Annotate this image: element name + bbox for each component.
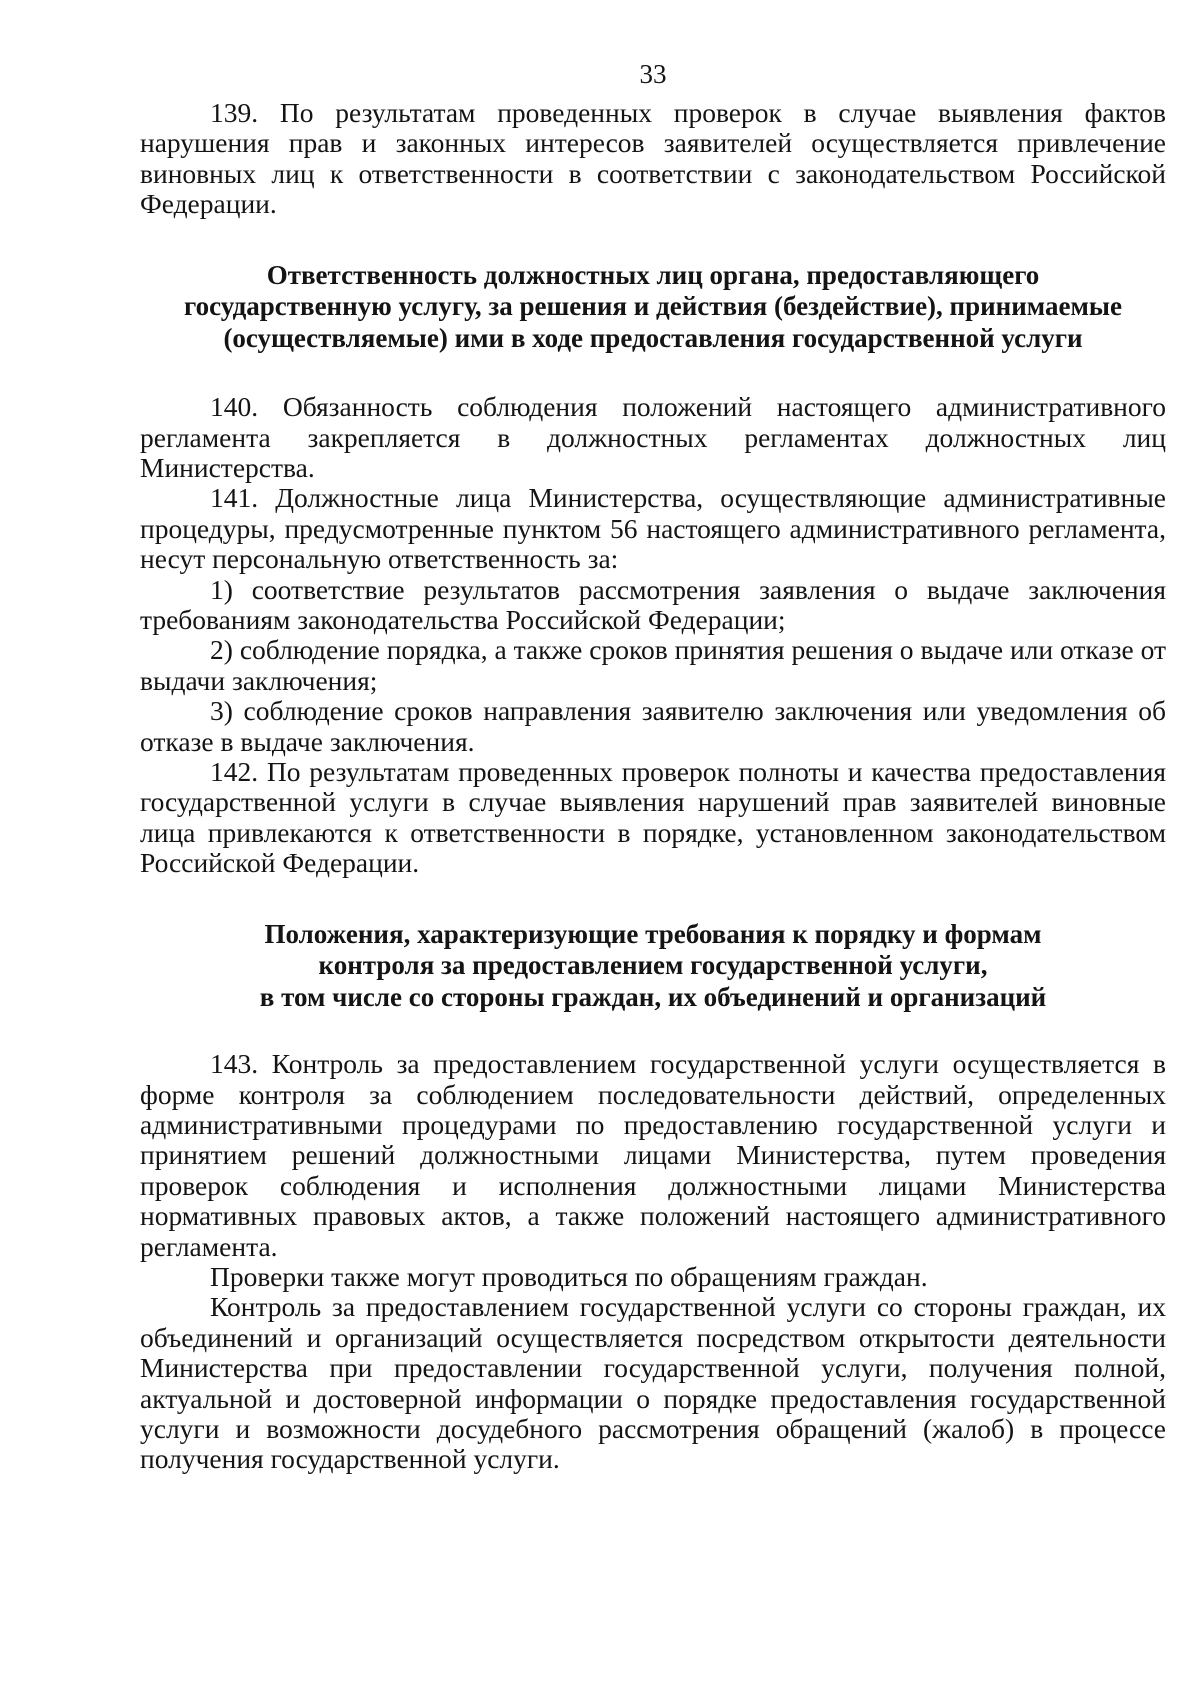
paragraph-141: 141. Должностные лица Министерства, осуществляющие административные процедуры, предусмотренные пунктом 56 настоящего административного регламента, несут персональную ответственность за:	[140, 482, 1166, 575]
heading-line: Положения, характеризующие требования к порядку и формам	[264, 918, 1042, 949]
paragraph-143-inspections: Проверки также могут проводиться по обращениям граждан.	[210, 1260, 928, 1292]
paragraph-141-item-1: 1) соответствие результатов рассмотрения заявления о выдаче заключения требованиям законодательства Российской Федерации;	[140, 573, 1166, 635]
section-heading-control	[140, 919, 1166, 1014]
paragraph-140: 140. Обязанность соблюдения положений настоящего административного регламента закрепляется в должностных регламентах должностных лиц Министерства.	[140, 391, 1166, 483]
paragraph-141-item-3: 3) соблюдение сроков направления заявителю заключения или уведомления об отказе в выдаче заключения.	[140, 695, 1166, 757]
heading-line: контроля за предоставлением государственной услуги,	[318, 950, 988, 981]
heading-line: (осуществляемые) ими в ходе предоставления государственной услуги	[223, 322, 1083, 353]
paragraph-139: 139. По результатам проведенных проверок в случае выявления фактов нарушения прав и законных интересов заявителей осуществляется привлечение виновных лиц к ответственности в соответствии с законодательством Российской Федерации.	[140, 97, 1166, 220]
page-number: 33	[639, 59, 667, 89]
paragraph-142: 142. По результатам проведенных проверок полноты и качества предоставления государственной услуги в случае выявления нарушений прав заявителей виновные лица привлекаются к ответственности в порядке, установленном законодательством Российской Федерации.	[140, 756, 1166, 879]
document-page	[140, 58, 1166, 1475]
paragraph-141-item-2: 2) соблюдение порядка, а также сроков принятия решения о выдаче или отказе от выдачи заключения;	[140, 634, 1166, 696]
section-heading-responsibility	[140, 260, 1166, 355]
paragraph-143: 143. Контроль за предоставлением государственной услуги осуществляется в форме контроля за соблюдением последовательности действий, определенных административными процедурами по предоставлению государственной услуги и принятием решений должностными лицами Министерства, путем проведения проверок соблюдения и исполнения должностными лицами Министерства нормативных правовых актов, а также положений настоящего административного регламента.	[140, 1048, 1166, 1262]
heading-line: государственную услугу, за решения и действия (бездействие), принимаемые	[184, 291, 1122, 322]
heading-line: Ответственность должностных лиц органа, предоставляющего	[266, 259, 1040, 290]
heading-line: в том числе со стороны граждан, их объединений и организаций	[259, 981, 1047, 1012]
paragraph-143-public-control: Контроль за предоставлением государственной услуги со стороны граждан, их объединений и организаций осуществляется посредством открытости деятельности Министерства при предоставлении государственной услуги, получения полной, актуальной и достоверной информации о порядке предоставления государственной услуги и возможности досудебного рассмотрения обращений (жалоб) в процессе получения государственной услуги.	[140, 1291, 1166, 1475]
